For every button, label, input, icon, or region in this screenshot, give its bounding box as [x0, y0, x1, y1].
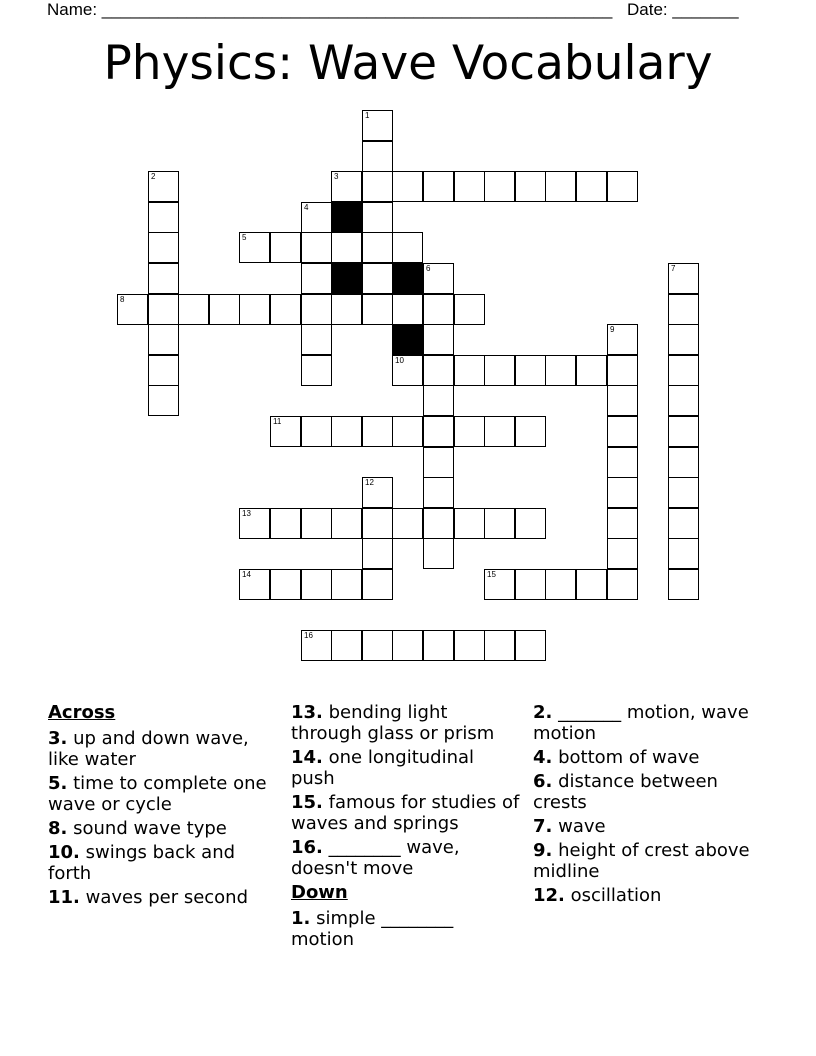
crossword-cell[interactable] [454, 508, 485, 539]
crossword-cell[interactable] [607, 569, 638, 600]
crossword-cell[interactable] [362, 630, 393, 661]
crossword-cell[interactable] [362, 508, 393, 539]
clue-number: 2 [151, 172, 156, 181]
crossword-cell[interactable] [454, 171, 485, 202]
clue-number: 4 [304, 203, 309, 212]
clue-item [48, 728, 278, 770]
clue-number: 12 [365, 478, 374, 487]
crossword-cell[interactable] [301, 355, 332, 386]
clue-item-text: time to complete one wave or cycle [48, 773, 267, 815]
crossword-cell[interactable] [423, 324, 454, 355]
crossword-cell[interactable] [362, 110, 393, 141]
crossword-cell[interactable] [515, 171, 546, 202]
crossword-cell[interactable] [301, 263, 332, 294]
clue-number: 8 [120, 295, 125, 304]
crossword-cell[interactable] [301, 630, 332, 661]
clue-item-text: distance between crests [533, 771, 718, 813]
crossword-cell[interactable] [392, 630, 423, 661]
crossword-cell[interactable] [362, 263, 393, 294]
clue-number: 13 [242, 509, 251, 518]
crossword-cell[interactable] [607, 355, 638, 386]
crossword-cell[interactable] [454, 630, 485, 661]
crossword-cell[interactable] [454, 416, 485, 447]
clue-item [533, 816, 763, 837]
crossword-cell[interactable] [239, 232, 270, 263]
crossword-cell[interactable] [331, 171, 362, 202]
crossword-cell[interactable] [392, 232, 423, 263]
crossword-cell[interactable] [209, 294, 240, 325]
crossword-cell[interactable] [484, 569, 515, 600]
clue-item-text: waves per second [85, 887, 249, 908]
crossword-cell[interactable] [392, 416, 423, 447]
crossword-cell[interactable] [117, 294, 148, 325]
crossword-cell[interactable] [301, 416, 332, 447]
crossword-cell[interactable] [484, 171, 515, 202]
crossword-cell[interactable] [392, 171, 423, 202]
crossword-cell[interactable] [423, 263, 454, 294]
clue-item-text: wave [558, 816, 606, 837]
crossword-cell[interactable] [668, 447, 699, 478]
clue-column-3 [533, 702, 763, 909]
crossword-cell[interactable] [576, 355, 607, 386]
crossword-cell[interactable] [576, 171, 607, 202]
clue-item [533, 747, 763, 768]
crossword-cell[interactable] [423, 294, 454, 325]
crossword-cell[interactable] [148, 232, 179, 263]
clue-item-text: bending light through glass or prism [291, 702, 495, 744]
clue-item [291, 747, 521, 789]
crossword-cell[interactable] [668, 355, 699, 386]
crossword-cell[interactable] [423, 171, 454, 202]
crossword-cell[interactable] [454, 355, 485, 386]
clue-item [533, 885, 763, 906]
clue-item-text: sound wave type [73, 818, 227, 839]
clue-number: 6 [426, 264, 431, 273]
clue-item-number: 10. [48, 842, 80, 863]
crossword-cell[interactable] [668, 294, 699, 325]
crossword-cell[interactable] [331, 508, 362, 539]
clue-item-text: one longitudinal push [291, 747, 475, 789]
crossword-cell[interactable] [668, 508, 699, 539]
crossword-cell[interactable] [423, 447, 454, 478]
clue-item [533, 771, 763, 813]
crossword-cell[interactable] [607, 538, 638, 569]
crossword-cell[interactable] [178, 294, 209, 325]
clue-item-number: 11. [48, 887, 80, 908]
crossword-cell[interactable] [148, 324, 179, 355]
clue-item [291, 837, 521, 879]
page-title: Physics: Wave Vocabulary [103, 36, 713, 91]
crossword-cell[interactable] [270, 416, 301, 447]
crossword-cell[interactable] [362, 569, 393, 600]
clue-item-text: bottom of wave [558, 747, 700, 768]
clue-item-text: _______ motion, wave motion [533, 702, 749, 744]
crossword-cell[interactable] [239, 569, 270, 600]
clue-item [48, 773, 278, 815]
crossword-cell[interactable] [331, 630, 362, 661]
clue-number: 14 [242, 570, 251, 579]
crossword-cell[interactable] [484, 508, 515, 539]
crossword-cell[interactable] [331, 294, 362, 325]
crossword-cell[interactable] [331, 416, 362, 447]
crossword-block [331, 202, 362, 233]
crossword-cell[interactable] [270, 294, 301, 325]
clue-item-text: oscillation [570, 885, 662, 906]
crossword-cell[interactable] [362, 141, 393, 172]
crossword-cell[interactable] [484, 416, 515, 447]
crossword-cell[interactable] [454, 294, 485, 325]
clue-number: 16 [304, 631, 313, 640]
clue-item-number: 3. [48, 728, 68, 749]
crossword-cell[interactable] [148, 202, 179, 233]
crossword-cell[interactable] [423, 508, 454, 539]
clue-item-text: swings back and forth [48, 842, 236, 884]
clue-item [291, 792, 521, 834]
crossword-cell[interactable] [607, 324, 638, 355]
crossword-cell[interactable] [301, 508, 332, 539]
crossword-cell[interactable] [576, 569, 607, 600]
clue-section-heading: Down [291, 882, 348, 903]
crossword-cell[interactable] [362, 416, 393, 447]
clue-item-number: 13. [291, 702, 323, 723]
clue-item-number: 12. [533, 885, 565, 906]
crossword-cell[interactable] [668, 416, 699, 447]
clue-item-text: up and down wave, like water [48, 728, 249, 770]
crossword-cell[interactable] [301, 202, 332, 233]
crossword-cell[interactable] [301, 569, 332, 600]
clue-item-text: height of crest above midline [533, 840, 750, 882]
crossword-cell[interactable] [607, 171, 638, 202]
clue-item-number: 14. [291, 747, 323, 768]
crossword-cell[interactable] [362, 294, 393, 325]
crossword-cell[interactable] [668, 569, 699, 600]
crossword-cell[interactable] [239, 294, 270, 325]
name-field-label: Name: ______________________________________________________ [47, 0, 613, 19]
crossword-cell[interactable] [515, 355, 546, 386]
crossword-cell[interactable] [668, 385, 699, 416]
clue-item [48, 887, 278, 908]
crossword-cell[interactable] [392, 294, 423, 325]
crossword-cell[interactable] [392, 508, 423, 539]
crossword-cell[interactable] [607, 385, 638, 416]
clue-item-number: 1. [291, 908, 311, 929]
crossword-cell[interactable] [607, 447, 638, 478]
crossword-cell[interactable] [392, 355, 423, 386]
crossword-cell[interactable] [545, 355, 576, 386]
crossword-cell[interactable] [301, 324, 332, 355]
crossword-cell[interactable] [423, 477, 454, 508]
clue-item-number: 4. [533, 747, 553, 768]
clue-item-number: 15. [291, 792, 323, 813]
clue-item [48, 842, 278, 884]
clue-item-text: ________ wave, doesn't move [291, 837, 460, 879]
clue-item-number: 8. [48, 818, 68, 839]
crossword-cell[interactable] [545, 171, 576, 202]
clue-number: 15 [487, 570, 496, 579]
crossword-cell[interactable] [362, 202, 393, 233]
crossword-block [392, 324, 423, 355]
crossword-cell[interactable] [515, 569, 546, 600]
crossword-cell[interactable] [423, 355, 454, 386]
clue-item [533, 702, 763, 744]
crossword-block [331, 263, 362, 294]
crossword-cell[interactable] [148, 385, 179, 416]
clue-item-number: 7. [533, 816, 553, 837]
crossword-cell[interactable] [148, 171, 179, 202]
crossword-cell[interactable] [270, 508, 301, 539]
clue-column-1 [48, 702, 278, 911]
clue-item-number: 9. [533, 840, 553, 861]
crossword-cell[interactable] [515, 630, 546, 661]
crossword-cell[interactable] [515, 508, 546, 539]
crossword-cell[interactable] [362, 538, 393, 569]
crossword-cell[interactable] [148, 263, 179, 294]
crossword-cell[interactable] [668, 477, 699, 508]
crossword-block [392, 263, 423, 294]
crossword-cell[interactable] [270, 232, 301, 263]
crossword-cell[interactable] [545, 569, 576, 600]
clue-section-heading: Across [48, 702, 116, 723]
crossword-cell[interactable] [239, 508, 270, 539]
crossword-cell[interactable] [362, 171, 393, 202]
crossword-cell[interactable] [362, 477, 393, 508]
clue-item-number: 16. [291, 837, 323, 858]
crossword-cell[interactable] [301, 294, 332, 325]
clue-number: 3 [334, 172, 339, 181]
clue-number: 11 [273, 417, 282, 426]
crossword-cell[interactable] [423, 630, 454, 661]
crossword-cell[interactable] [331, 232, 362, 263]
crossword-cell[interactable] [148, 294, 179, 325]
clue-number: 7 [671, 264, 676, 273]
clue-column-2 [291, 702, 521, 953]
clue-item-number: 5. [48, 773, 68, 794]
clue-number: 1 [365, 111, 370, 120]
crossword-cell[interactable] [607, 477, 638, 508]
crossword-cell[interactable] [515, 416, 546, 447]
crossword-cell[interactable] [301, 232, 332, 263]
crossword-cell[interactable] [484, 355, 515, 386]
clue-number: 10 [395, 356, 404, 365]
clue-item [533, 840, 763, 882]
crossword-cell[interactable] [607, 508, 638, 539]
clue-item [48, 818, 278, 839]
crossword-cell[interactable] [423, 538, 454, 569]
crossword-cell[interactable] [484, 630, 515, 661]
clue-number: 5 [242, 233, 247, 242]
crossword-cell[interactable] [270, 569, 301, 600]
crossword-cell[interactable] [668, 324, 699, 355]
clue-item-text: simple ________ motion [291, 908, 454, 950]
crossword-cell[interactable] [423, 385, 454, 416]
clue-item-number: 6. [533, 771, 553, 792]
crossword-cell[interactable] [331, 569, 362, 600]
crossword-cell[interactable] [148, 355, 179, 386]
crossword-cell[interactable] [668, 263, 699, 294]
clue-item [291, 908, 521, 950]
crossword-cell[interactable] [607, 416, 638, 447]
clue-item-number: 2. [533, 702, 553, 723]
clue-item [291, 702, 521, 744]
date-field-label: Date: _______ [627, 0, 739, 19]
crossword-cell[interactable] [668, 538, 699, 569]
crossword-cell[interactable] [423, 416, 454, 447]
clue-number: 9 [610, 325, 615, 334]
clue-item-text: famous for studies of waves and springs [291, 792, 520, 834]
crossword-cell[interactable] [362, 232, 393, 263]
